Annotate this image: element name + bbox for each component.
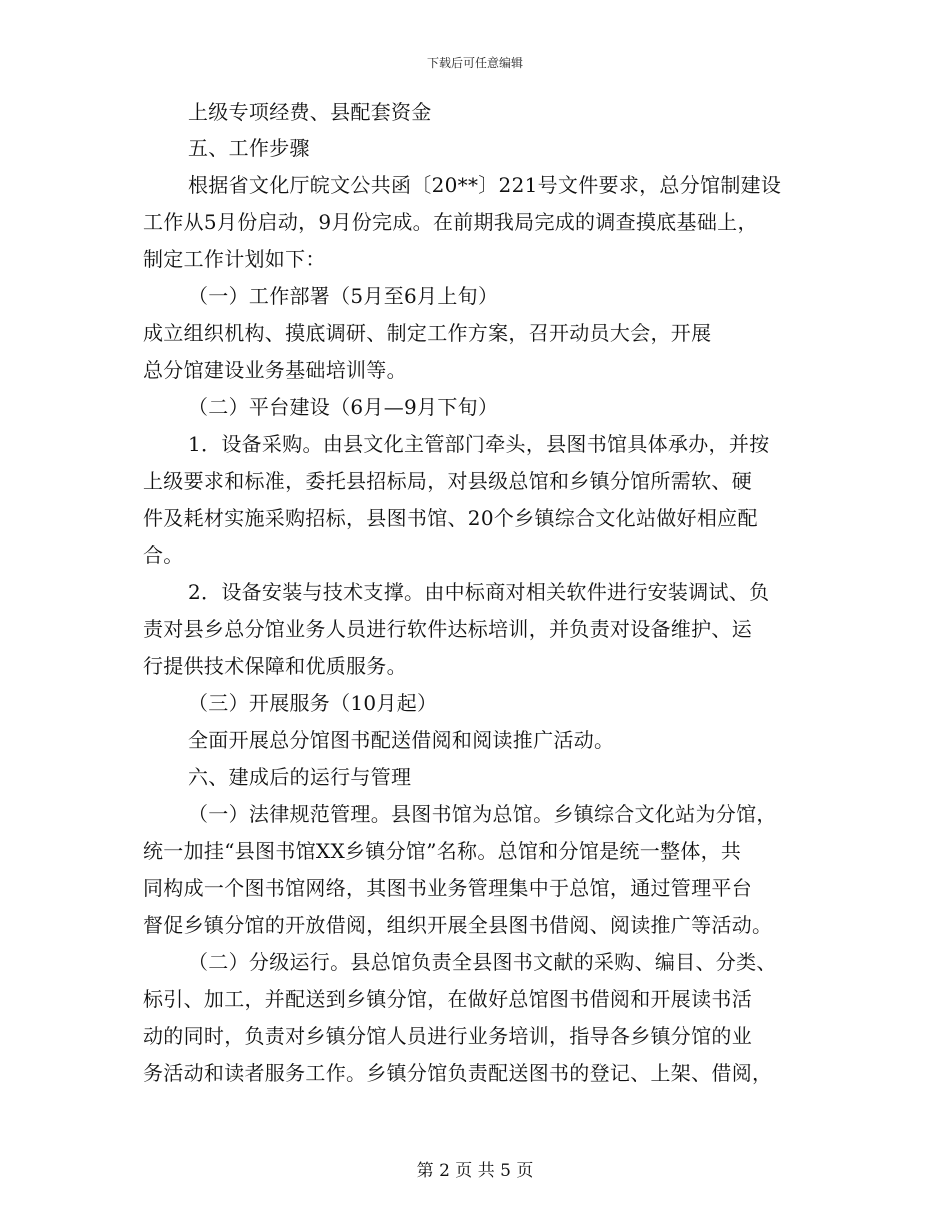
text-line: 六、建成后的运行与管理	[188, 765, 412, 789]
page-footer: 第 2 页 共 5 页	[416, 1161, 534, 1181]
text-line: （三）开展服务（10月起）	[188, 691, 438, 715]
text-line: 上级要求和标准，委托县招标局，对县级总馆和乡镇分馆所需软、硬	[143, 469, 752, 493]
text-line: 责对县乡总分馆业务人员进行软件达标培训，并负责对设备维护、运	[143, 617, 752, 641]
text-line: 工作从5月份启动，9月份完成。在前期我局完成的调查摸底基础上，	[143, 210, 758, 234]
text-line: 同构成一个图书馆网络，其图书业务管理集中于总馆，通过管理平台	[143, 876, 752, 900]
text-line: 上级专项经费、县配套资金	[188, 100, 432, 124]
text-line: （一）工作部署（5月至6月上旬）	[188, 284, 499, 308]
text-line: （二）分级运行。县总馆负责全县图书文献的采购、编目、分类、	[188, 950, 777, 974]
text-line: 督促乡镇分馆的开放借阅，组织开展全县图书借阅、阅读推广等活动。	[143, 913, 773, 937]
text-line: 全面开展总分馆图书配送借阅和阅读推广活动。	[188, 728, 615, 752]
text-line: 1．设备采购。由县文化主管部门牵头，县图书馆具体承办，并按	[188, 432, 770, 456]
text-line: （一）法律规范管理。县图书馆为总馆。乡镇综合文化站为分馆，	[188, 802, 777, 826]
text-line: 制定工作计划如下：	[143, 247, 326, 271]
text-line: 件及耗材实施采购招标，县图书馆、20个乡镇综合文化站做好相应配	[143, 506, 758, 530]
text-line: 动的同时，负责对乡镇分馆人员进行业务培训，指导各乡镇分馆的业	[143, 1024, 752, 1048]
text-line: （二）平台建设（6月—9月下旬）	[188, 395, 499, 419]
text-line: 行提供技术保障和优质服务。	[143, 654, 407, 678]
text-line: 成立组织机构、摸底调研、制定工作方案，召开动员大会，开展	[143, 321, 712, 345]
text-line: 标引、加工，并配送到乡镇分馆，在做好总馆图书借阅和开展读书活	[143, 987, 752, 1011]
page-header: 下载后可任意编辑	[426, 56, 523, 70]
text-line: 总分馆建设业务基础培训等。	[143, 358, 407, 382]
text-line: 统一加挂“县图书馆XX乡镇分馆”名称。总馆和分馆是统一整体，共	[143, 839, 742, 863]
text-line: 根据省文化厅皖文公共函〔20**〕221号文件要求，总分馆制建设	[188, 173, 782, 197]
text-line: 五、工作步骤	[188, 136, 310, 160]
text-line: 合。	[143, 543, 184, 567]
text-line: 务活动和读者服务工作。乡镇分馆负责配送图书的登记、上架、借阅，	[143, 1061, 773, 1085]
text-line: 2．设备安装与技术支撑。由中标商对相关软件进行安装调试、负	[188, 580, 770, 604]
